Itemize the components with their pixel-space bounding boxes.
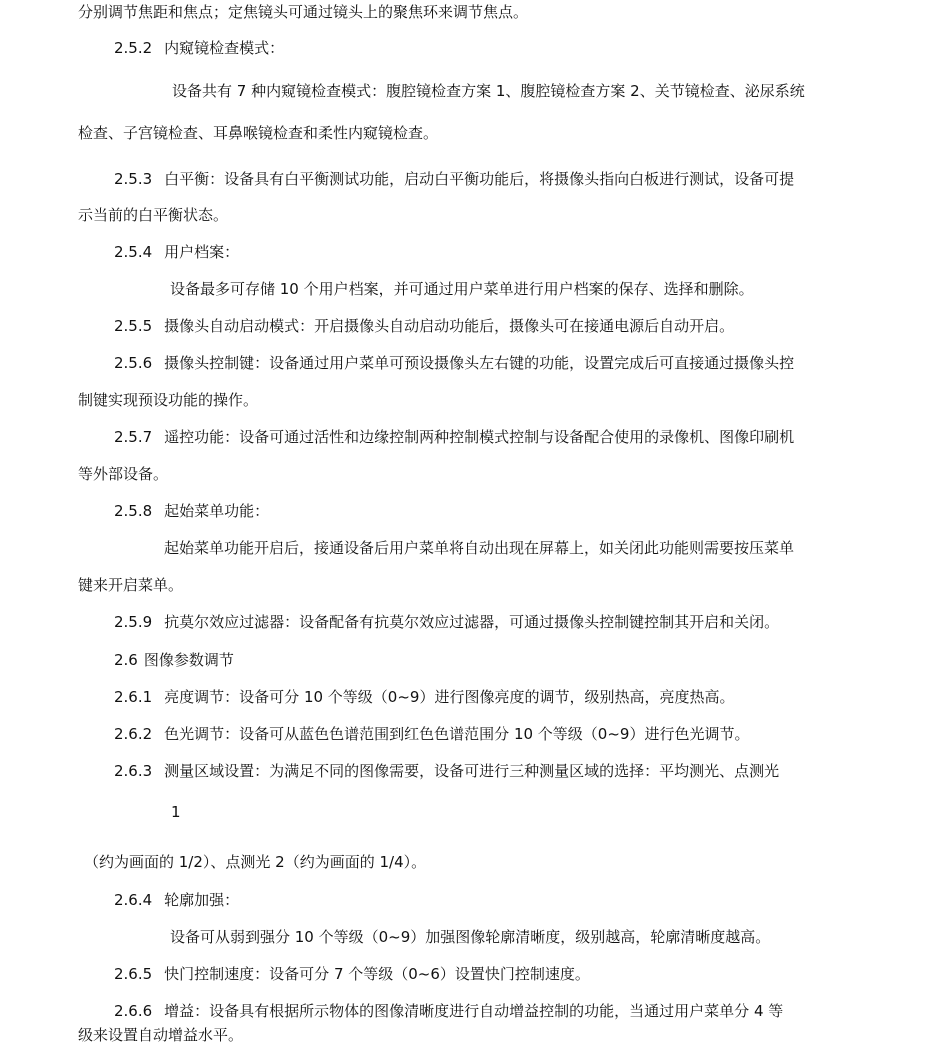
paragraph-text: 增益：设备具有根据所示物体的图像清晰度进行自动增益控制的功能，当通过用户菜单分 4 等 xyxy=(164,1002,784,1020)
paragraph-2-6-1 xyxy=(114,687,734,707)
paragraph-2-5-9 xyxy=(114,612,779,632)
text-line: 1 xyxy=(171,803,181,821)
text-line: 级来设置自动增益水平。 xyxy=(78,1026,244,1044)
paragraph-text: 亮度调节：设备可分 10 个等级（0~9）进行图像亮度的调节，级别热高，亮度热高。 xyxy=(164,688,735,706)
text-line: 设备可从弱到强分 10 个等级（0~9）加强图像轮廓清晰度，级别越高，轮廓清晰度越高。 xyxy=(170,928,771,946)
section-number: 2.6.6 xyxy=(114,1002,153,1020)
paragraph-2-6-5 xyxy=(114,964,590,984)
text-line: 检查、子宫镜检查、耳鼻喉镜检查和柔性内窥镜检查。 xyxy=(78,124,439,142)
paragraph-text: 遥控功能：设备可通过活性和边缘控制两种控制模式控制与设备配合使用的录像机、图像印刷机 xyxy=(164,428,795,446)
text-line: 制键实现预设功能的操作。 xyxy=(78,391,259,409)
section-title: 图像参数调节 xyxy=(143,651,234,669)
section-number: 2.6.2 xyxy=(114,725,153,743)
section-number: 2.6.3 xyxy=(114,762,153,780)
text-line: 起始菜单功能开启后，接通设备后用户菜单将自动出现在屏幕上，如关闭此功能则需要按压菜单 xyxy=(164,539,795,557)
section-number: 2.5.9 xyxy=(114,613,153,631)
section-number: 2.6 xyxy=(114,651,138,669)
text-line: （约为画面的 1/2）、点测光 2（约为画面的 1/4）。 xyxy=(84,853,427,871)
section-title: 轮廓加强： xyxy=(164,891,240,909)
section-heading-2-5-4 xyxy=(114,242,239,262)
text-line: 分别调节焦距和焦点；定焦镜头可通过镜头上的聚焦环来调节焦点。 xyxy=(78,3,529,21)
paragraph-text: 抗莫尔效应过滤器：设备配备有抗莫尔效应过滤器，可通过摄像头控制键控制其开启和关闭。 xyxy=(164,613,780,631)
section-title: 起始菜单功能： xyxy=(164,502,270,520)
paragraph-text: 摄像头自动启动模式：开启摄像头自动启动功能后，摄像头可在接通电源后自动开启。 xyxy=(164,317,735,335)
section-number: 2.6.5 xyxy=(114,965,153,983)
section-heading-2-5-8 xyxy=(114,501,269,521)
section-heading-2-6-4 xyxy=(114,890,239,910)
paragraph-2-6-2 xyxy=(114,724,749,744)
section-number: 2.5.2 xyxy=(114,39,153,57)
text-line: 设备最多可存储 10 个用户档案，并可通过用户菜单进行用户档案的保存、选择和删除。 xyxy=(170,280,754,298)
paragraph-2-5-5 xyxy=(114,316,734,336)
section-title: 内窥镜检查模式： xyxy=(164,39,285,57)
section-title: 用户档案： xyxy=(164,243,240,261)
section-number: 2.5.5 xyxy=(114,317,153,335)
section-heading-2-5-2 xyxy=(114,38,284,58)
section-number: 2.5.3 xyxy=(114,170,153,188)
paragraph-2-6-3 xyxy=(114,761,779,781)
paragraph-2-5-6 xyxy=(114,353,794,373)
text-line: 等外部设备。 xyxy=(78,465,169,483)
section-number: 2.6.4 xyxy=(114,891,153,909)
section-heading-2-6 xyxy=(114,650,234,670)
text-line: 示当前的白平衡状态。 xyxy=(78,206,229,224)
paragraph-2-6-6 xyxy=(114,1001,783,1021)
section-number: 2.5.6 xyxy=(114,354,153,372)
section-number: 2.6.1 xyxy=(114,688,153,706)
paragraph-text: 快门控制速度：设备可分 7 个等级（0~6）设置快门控制速度。 xyxy=(164,965,590,983)
section-number: 2.5.8 xyxy=(114,502,153,520)
text-line: 设备共有 7 种内窥镜检查模式：腹腔镜检查方案 1、腹腔镜检查方案 2、关节镜检查、泌尿系统 xyxy=(172,82,805,100)
paragraph-text: 色光调节：设备可从蓝色色谱范围到红色色谱范围分 10 个等级（0~9）进行色光调节。 xyxy=(164,725,750,743)
paragraph-text: 测量区域设置：为满足不同的图像需要，设备可进行三种测量区域的选择：平均测光、点测光 xyxy=(164,762,780,780)
text-line: 键来开启菜单。 xyxy=(78,576,184,594)
section-number: 2.5.7 xyxy=(114,428,153,446)
paragraph-text: 摄像头控制键：设备通过用户菜单可预设摄像头左右键的功能，设置完成后可直接通过摄像头控 xyxy=(164,354,795,372)
paragraph-text: 白平衡：设备具有白平衡测试功能，启动白平衡功能后，将摄像头指向白板进行测试，设备可提 xyxy=(164,170,795,188)
paragraph-2-5-7 xyxy=(114,427,794,447)
section-number: 2.5.4 xyxy=(114,243,153,261)
paragraph-2-5-3 xyxy=(114,169,794,189)
